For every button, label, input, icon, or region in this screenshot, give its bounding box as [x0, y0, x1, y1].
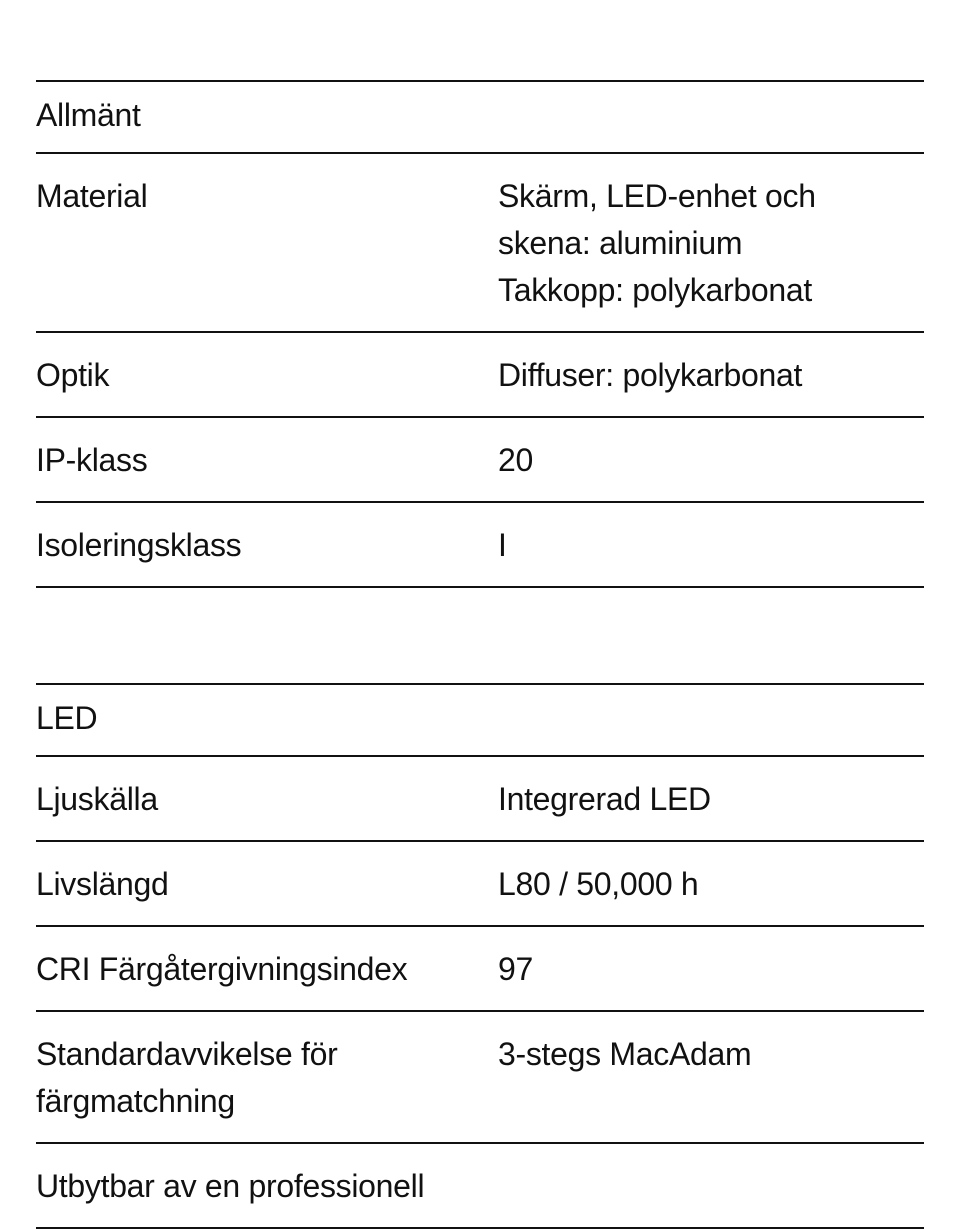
- spec-label-line: Standardavvikelse för: [36, 1036, 338, 1072]
- spec-row-color-consistency: [36, 1012, 924, 1144]
- spec-value: [498, 352, 924, 399]
- spec-row-optics: [36, 333, 924, 418]
- spec-value-line: Integrerad LED: [498, 781, 711, 817]
- spec-row-ip-class: [36, 418, 924, 503]
- spec-label: [36, 1031, 498, 1125]
- spec-value: [498, 1031, 924, 1125]
- spec-row-light-source: [36, 757, 924, 842]
- spec-label-line: CRI Färgåtergivningsindex: [36, 951, 408, 987]
- spec-label: [36, 522, 498, 569]
- spec-label: [36, 173, 498, 314]
- spec-row-lifetime: [36, 842, 924, 927]
- spec-row-material: [36, 154, 924, 333]
- spec-label-line: Material: [36, 178, 148, 214]
- section-title: Allmänt: [36, 80, 924, 154]
- spec-label-line: Livslängd: [36, 866, 169, 902]
- spec-label: [36, 437, 498, 484]
- spec-row-cri: [36, 927, 924, 1012]
- spec-sheet: [36, 80, 924, 1229]
- spec-label-line: Optik: [36, 357, 110, 393]
- spec-label: [36, 861, 498, 908]
- spec-value-line: Takkopp: polykarbonat: [498, 272, 812, 308]
- spec-value-line: skena: aluminium: [498, 225, 743, 261]
- spec-value: [498, 173, 924, 314]
- spec-value: [498, 522, 924, 569]
- spec-row-insulation-class: [36, 503, 924, 588]
- spec-value: [498, 861, 924, 908]
- spec-label-line: Utbytbar av en professionell: [36, 1168, 425, 1204]
- spec-section-general: [36, 80, 924, 588]
- spec-value-line: Diffuser: polykarbonat: [498, 357, 803, 393]
- spec-label-line: färgmatchning: [36, 1083, 235, 1119]
- spec-label: [36, 946, 498, 993]
- spec-label-line: Ljuskälla: [36, 781, 158, 817]
- spec-value: [498, 437, 924, 484]
- spec-label: [36, 352, 498, 399]
- spec-value: [498, 776, 924, 823]
- spec-value-line: 3-stegs MacAdam: [498, 1036, 752, 1072]
- spec-label-line: Isoleringsklass: [36, 527, 242, 563]
- spec-value: [498, 946, 924, 993]
- spec-value-line: 20: [498, 442, 533, 478]
- spec-section-led: [36, 683, 924, 1229]
- spec-label-line: IP-klass: [36, 442, 148, 478]
- spec-value-line: I: [498, 527, 507, 563]
- spec-label: [36, 1163, 924, 1210]
- spec-label: [36, 776, 498, 823]
- spec-value-line: Skärm, LED-enhet och: [498, 178, 816, 214]
- spec-value-line: 97: [498, 951, 533, 987]
- spec-row-replaceable: [36, 1144, 924, 1229]
- section-title: LED: [36, 683, 924, 757]
- spec-value-line: L80 / 50,000 h: [498, 866, 699, 902]
